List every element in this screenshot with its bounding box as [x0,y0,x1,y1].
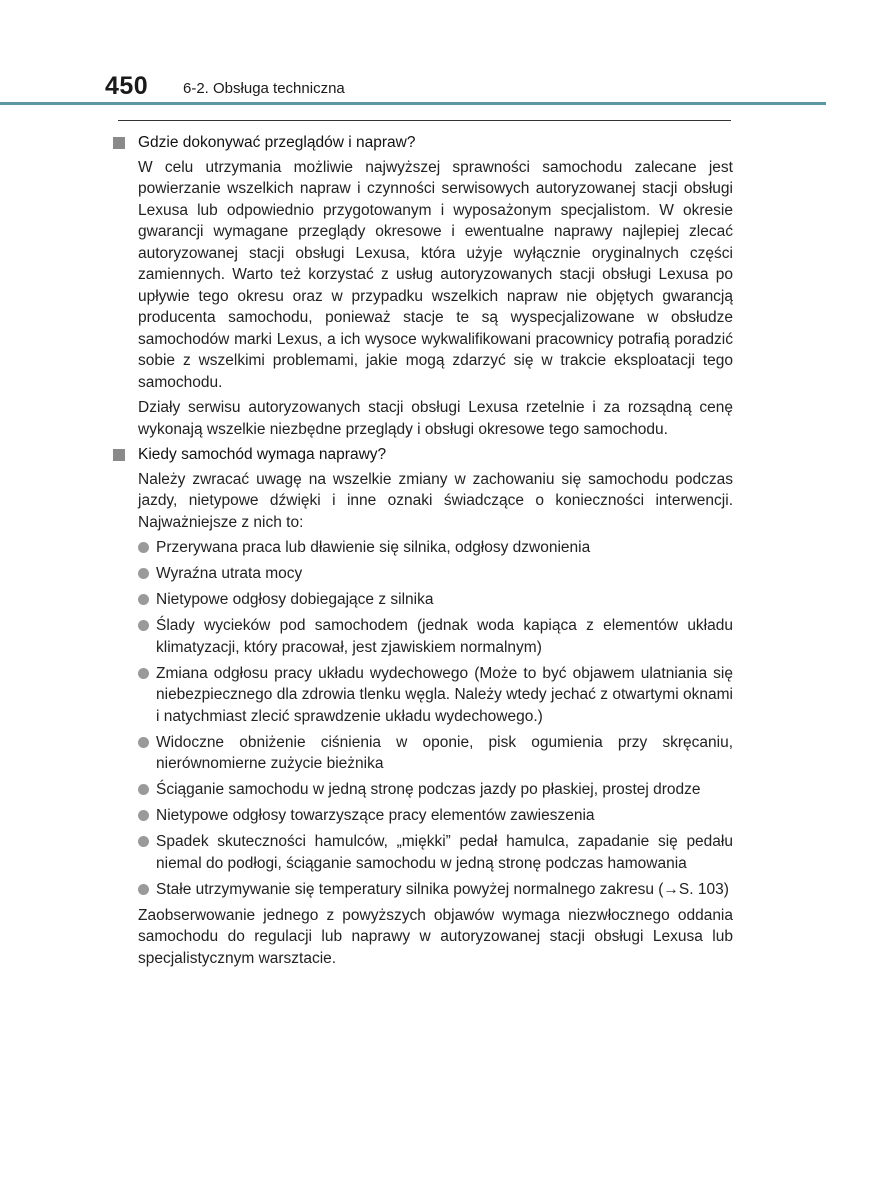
closing-paragraph: Zaobserwowanie jednego z powyższych objawów wymaga niezwłocznego oddania samochodu do regulacji lub naprawy w autoryzowanej stacji obsługi Lexusa lub specjalistycznym warsztacie. [138,906,733,967]
list-item-text: Ślady wycieków pod samochodem (jednak woda kapiąca z elementów układu klimatyzacji, który pracował, jest zjawiskiem normalnym) [156,617,733,656]
list-item [138,589,733,611]
heading-text: Gdzie dokonywać przeglądów i napraw? [138,134,416,151]
circle-bullet-icon [138,668,149,679]
list-item [138,779,733,801]
list-item-text: Ściąganie samochodu w jedną stronę podczas jazdy po płaskiej, prostej drodze [156,781,701,798]
circle-bullet-icon [138,836,149,847]
list-item [138,615,733,658]
symptom-list [138,537,733,900]
heading-text: Kiedy samochód wymaga naprawy? [138,446,387,463]
header-rule [0,102,826,105]
paragraph: W celu utrzymania możliwie najwyższej sprawności samochodu zalecane jest powierzanie wszelkich napraw i czynności serwisowych autoryzowanej stacji obsługi Lexusa lub odpowiednio przygotowanym i wyposażonym specjalistom. W okresie gwarancji wymagane przeglądy okresowe i ewentualne naprawy najlepiej zlecać autoryzowanej stacji obsługi Lexusa, która użyje wyłącznie oryginalnych części zamiennych. Warto też korzystać z usług autoryzowanych stacji obsługi Lexusa po upływie tego okresu oraz w przypadku wszelkich napraw nie objętych gwarancją producenta samochodu, ponieważ stacje te są wyspecjalizowane w obsłudze samochodów marki Lexus, a ich wysoce wykwalifikowani pracownicy potrafią poradzić sobie z wszelkimi problemami, jakie mogą zdarzyć się w trakcie eksploatacji tego samochodu. [138,158,733,391]
list-item-text: Stałe utrzymywanie się temperatury silnika powyżej normalnego zakresu (→S. 103) [156,880,729,898]
list-item-text: Wyraźna utrata mocy [156,565,303,582]
circle-bullet-icon [138,810,149,821]
page-number: 450 [105,72,149,100]
page-content [111,132,733,973]
square-bullet-icon [113,449,125,461]
list-item [138,537,733,559]
list-item-text: Spadek skuteczności hamulców, „miękki” pedał hamulca, zapadanie się pedału niemal do podłogi, ściąganie samochodu w jedną stronę podczas hamowania [156,833,733,872]
list-item [138,879,733,901]
list-item-text: Nietypowe odgłosy towarzyszące pracy elementów zawieszenia [156,807,595,824]
paragraph: Działy serwisu autoryzowanych stacji obsługi Lexusa rzetelnie i za rozsądną cenę wykonają wszelkie niezbędne przeglądy i obsługi okresowe tego samochodu. [138,399,733,438]
content-top-rule [118,120,731,121]
circle-bullet-icon [138,542,149,553]
circle-bullet-icon [138,737,149,748]
list-item [138,563,733,585]
list-item [138,831,733,874]
list-item-text: Zmiana odgłosu pracy układu wydechowego (Może to być objawem ulatniania się niebezpiecznego dla zdrowia tlenku węgla. Należy wtedy jechać z otwartymi oknami i natychmiast zlecić sprawdzenie układu wydechowego.) [156,664,733,725]
square-bullet-icon [113,137,125,149]
list-item-text: Widoczne obniżenie ciśnienia w oponie, pisk ogumienia przy skręcaniu, nierównomierne zużycie bieżnika [156,733,733,772]
list-item-text: Przerywana praca lub dławienie się silnika, odgłosy dzwonienia [156,539,591,556]
list-item [138,805,733,827]
page-header [0,70,877,106]
heading-when-repair [111,444,733,466]
list-item-text: Nietypowe odgłosy dobiegające z silnika [156,591,434,608]
circle-bullet-icon [138,594,149,605]
heading-where-service [111,132,733,154]
circle-bullet-icon [138,620,149,631]
list-item [138,732,733,775]
intro-paragraph: Należy zwracać uwagę na wszelkie zmiany w zachowaniu się samochodu podczas jazdy, nietypowe dźwięki i inne oznaki świadczące o konieczności interwencji. Najważniejsze z nich to: [138,470,733,531]
list-item [138,663,733,728]
circle-bullet-icon [138,884,149,895]
circle-bullet-icon [138,568,149,579]
section-title: 6-2. Obsługa techniczna [183,80,345,97]
circle-bullet-icon [138,784,149,795]
